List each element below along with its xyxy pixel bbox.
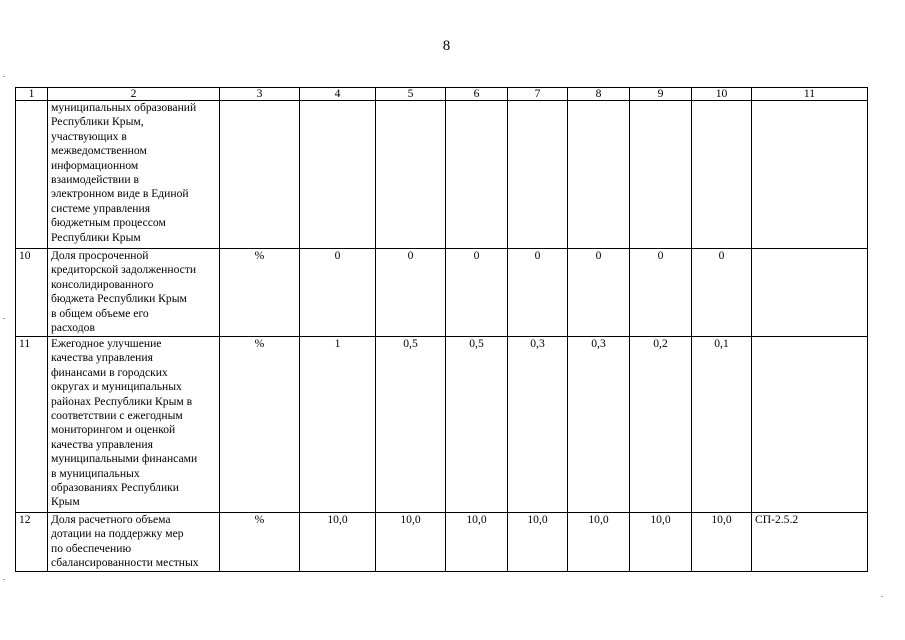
unit-cell: % <box>220 249 300 337</box>
indicator-name: Доля расчетного объема дотации на поддержку мер по обеспечению сбалансированности местных <box>48 513 220 572</box>
column-header-2: 2 <box>48 88 220 101</box>
value-cell: 0 <box>300 249 376 337</box>
column-header-6: 6 <box>446 88 508 101</box>
value-cell: 10,0 <box>376 513 446 572</box>
value-cell: 0 <box>376 249 446 337</box>
unit-cell: % <box>220 337 300 513</box>
value-cell <box>568 101 630 249</box>
value-cell: 10,0 <box>508 513 568 572</box>
value-cell <box>300 101 376 249</box>
table-row <box>16 101 868 249</box>
column-header-row <box>16 88 868 101</box>
column-header-7: 7 <box>508 88 568 101</box>
table-row <box>16 249 868 337</box>
row-number: 12 <box>16 513 48 572</box>
row-number <box>16 101 48 249</box>
note-cell <box>752 101 868 249</box>
value-cell: 0 <box>630 249 692 337</box>
value-cell: 0,2 <box>630 337 692 513</box>
column-header-9: 9 <box>630 88 692 101</box>
value-cell: 0 <box>568 249 630 337</box>
column-header-4: 4 <box>300 88 376 101</box>
column-header-10: 10 <box>692 88 752 101</box>
value-cell <box>446 101 508 249</box>
note-cell <box>752 249 868 337</box>
indicator-name: Ежегодное улучшение качества управления финансами в городских округах и муниципальных районах Республики Крым в соответствии с ежегодным мониторингом и оценкой качества управления муниципальными финансами в муниципальных образованиях Республики Крым <box>48 337 220 513</box>
value-cell: 10,0 <box>630 513 692 572</box>
row-number: 11 <box>16 337 48 513</box>
value-cell: 0,3 <box>568 337 630 513</box>
column-header-11: 11 <box>752 88 868 101</box>
value-cell: 0,3 <box>508 337 568 513</box>
indicator-name: Доля просроченной кредиторской задолженности консолидированного бюджета Республики Крым в общем объеме его расходов <box>48 249 220 337</box>
value-cell: 0,5 <box>446 337 508 513</box>
value-cell: 10,0 <box>446 513 508 572</box>
column-header-5: 5 <box>376 88 446 101</box>
value-cell <box>508 101 568 249</box>
value-cell: 0 <box>508 249 568 337</box>
scan-speck <box>3 579 5 580</box>
value-cell: 10,0 <box>568 513 630 572</box>
value-cell: 1 <box>300 337 376 513</box>
value-cell: 10,0 <box>692 513 752 572</box>
column-header-8: 8 <box>568 88 630 101</box>
value-cell <box>692 101 752 249</box>
table-row <box>16 337 868 513</box>
value-cell: 0 <box>692 249 752 337</box>
value-cell: 0 <box>446 249 508 337</box>
page-number: 8 <box>442 38 451 54</box>
table-row <box>16 513 868 572</box>
scan-speck <box>3 318 5 319</box>
row-number: 10 <box>16 249 48 337</box>
column-header-1: 1 <box>16 88 48 101</box>
indicator-name: муниципальных образований Республики Крым, участвующих в межведомственном информационном взаимодействии в электронном виде в Единой системе управления бюджетным процессом Республики Крым <box>48 101 220 249</box>
value-cell <box>376 101 446 249</box>
column-header-3: 3 <box>220 88 300 101</box>
value-cell: 0,5 <box>376 337 446 513</box>
scan-speck <box>881 596 883 597</box>
indicators-table <box>15 87 868 572</box>
value-cell <box>630 101 692 249</box>
value-cell: 0,1 <box>692 337 752 513</box>
value-cell: 10,0 <box>300 513 376 572</box>
unit-cell: % <box>220 513 300 572</box>
note-cell <box>752 337 868 513</box>
scan-speck <box>3 76 5 77</box>
unit-cell <box>220 101 300 249</box>
note-cell: СП-2.5.2 <box>752 513 868 572</box>
